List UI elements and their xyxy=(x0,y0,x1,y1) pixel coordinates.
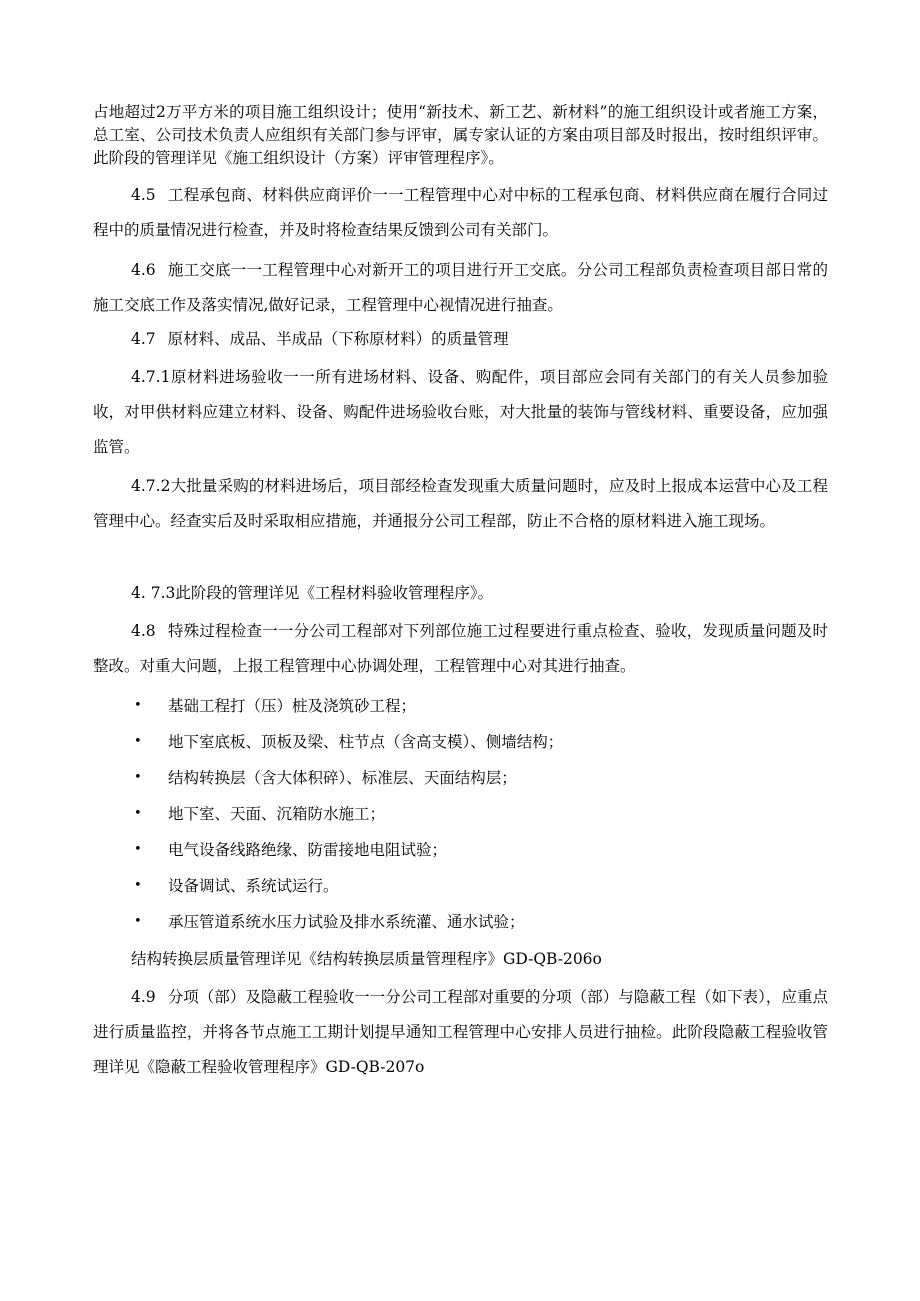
section-4-9 xyxy=(93,980,828,1085)
section-text: 施工交底一一工程管理中心对新开工的项目进行开工交底。分公司工程部负责检查项目部日常的施工交底工作及落实情况,做好记录，工程管理中心视情况进行抽查。 xyxy=(93,261,828,314)
section-4-7-3 xyxy=(93,576,828,611)
section-number: 4.5 xyxy=(131,186,156,204)
bullet-icon: • xyxy=(134,734,142,749)
list-item xyxy=(93,688,828,724)
bullet-icon: • xyxy=(134,842,142,857)
section-number: 4.7.2 xyxy=(131,477,171,495)
bullet-icon: • xyxy=(134,878,142,893)
section-number: 4.7.1 xyxy=(131,368,171,386)
list-item xyxy=(93,832,828,868)
section-4-7-1 xyxy=(93,360,828,465)
section-text: 原材料进场验收一一所有进场材料、设备、购配件，项目部应会同有关部门的有关人员参加验收，对甲供材料应建立材料、设备、购配件进场验收台账，对大批量的装饰与管线材料、重要设备，应加强监管。 xyxy=(93,368,828,456)
section-number: 4. 7.3 xyxy=(131,584,176,602)
bullet-icon: • xyxy=(134,698,142,713)
section-4-6 xyxy=(93,253,828,323)
section-4-7-2 xyxy=(93,469,828,539)
list-item xyxy=(93,796,828,832)
transfer-layer-note: 结构转换层质量管理详见《结构转换层质量管理程序》GD-QB-206o xyxy=(131,950,602,968)
list-item-text: 结构转换层（含大体积碎）、标准层、天面结构层； xyxy=(168,769,517,787)
list-item-text: 承压管道系统水压力试验及排水系统灌、通水试验； xyxy=(168,913,525,931)
list-item xyxy=(93,868,828,904)
section-number: 4.8 xyxy=(131,622,156,640)
list-item-text: 地下室、天面、沉箱防水施工； xyxy=(168,805,386,823)
section-4-7 xyxy=(93,322,828,357)
section-4-8 xyxy=(93,614,828,684)
list-item xyxy=(93,904,828,940)
section-number: 4.9 xyxy=(131,988,156,1006)
list-item-text: 电气设备线路绝缘、防雷接地电阻试验； xyxy=(168,841,448,859)
list-item xyxy=(93,760,828,796)
section-text: 大批量采购的材料进场后，项目部经检查发现重大质量问题时，应及时上报成本运营中心及工程管理中心。经查实后及时采取相应措施，并通报分公司工程部，防止不合格的原材料进入施工现场。 xyxy=(93,477,828,530)
list-item-text: 地下室底板、顶板及梁、柱节点（含高支模）、侧墙结构； xyxy=(168,733,564,751)
bullet-icon: • xyxy=(134,914,142,929)
section-4-5 xyxy=(93,178,828,248)
list-item-text: 基础工程打（压）桩及浇筑砂工程； xyxy=(168,697,417,715)
bullet-icon: • xyxy=(134,806,142,821)
bullet-icon: • xyxy=(134,770,142,785)
list-item xyxy=(93,724,828,760)
section-text: 此阶段的管理详见《工程材料验收管理程序》。 xyxy=(175,584,494,602)
section-text: 分项（部）及隐蔽工程验收一一分公司工程部对重要的分项（部）与隐蔽工程（如下表），应重点进行质量监控，并将各节点施工工期计划提早通知工程管理中心安排人员进行抽检。此阶段隐蔽工程验收管理详见《隐蔽工程验收管理程序》GD-QB-207o xyxy=(93,988,828,1076)
section-text: 工程承包商、材料供应商评价一一工程管理中心对中标的工程承包商、材料供应商在履行合同过程中的质量情况进行检查，并及时将检查结果反馈到公司有关部门。 xyxy=(93,186,828,239)
section-number: 4.7 xyxy=(131,330,156,348)
section-number: 4.6 xyxy=(131,261,156,279)
section-text: 原材料、成品、半成品（下称原材料）的质量管理 xyxy=(167,330,509,348)
section-text: 特殊过程检查一一分公司工程部对下列部位施工过程要进行重点检查、验收，发现质量问题及时整改。对重大问题，上报工程管理中心协调处理，工程管理中心对其进行抽查。 xyxy=(93,622,828,675)
list-item-text: 设备调试、系统试运行。 xyxy=(168,877,339,895)
intro-paragraph: 占地超过2万平方米的项目施工组织设计；使用“新技术、新工艺、新材料”的施工组织设计或者施工方案，总工室、公司技术负责人应组织有关部门参与评审，属专家认证的方案由项目部及时报出，按时组织评审。此阶段的管理详见《施工组织设计（方案）评审管理程序》。 xyxy=(93,103,828,167)
inspection-items-list xyxy=(93,688,828,940)
